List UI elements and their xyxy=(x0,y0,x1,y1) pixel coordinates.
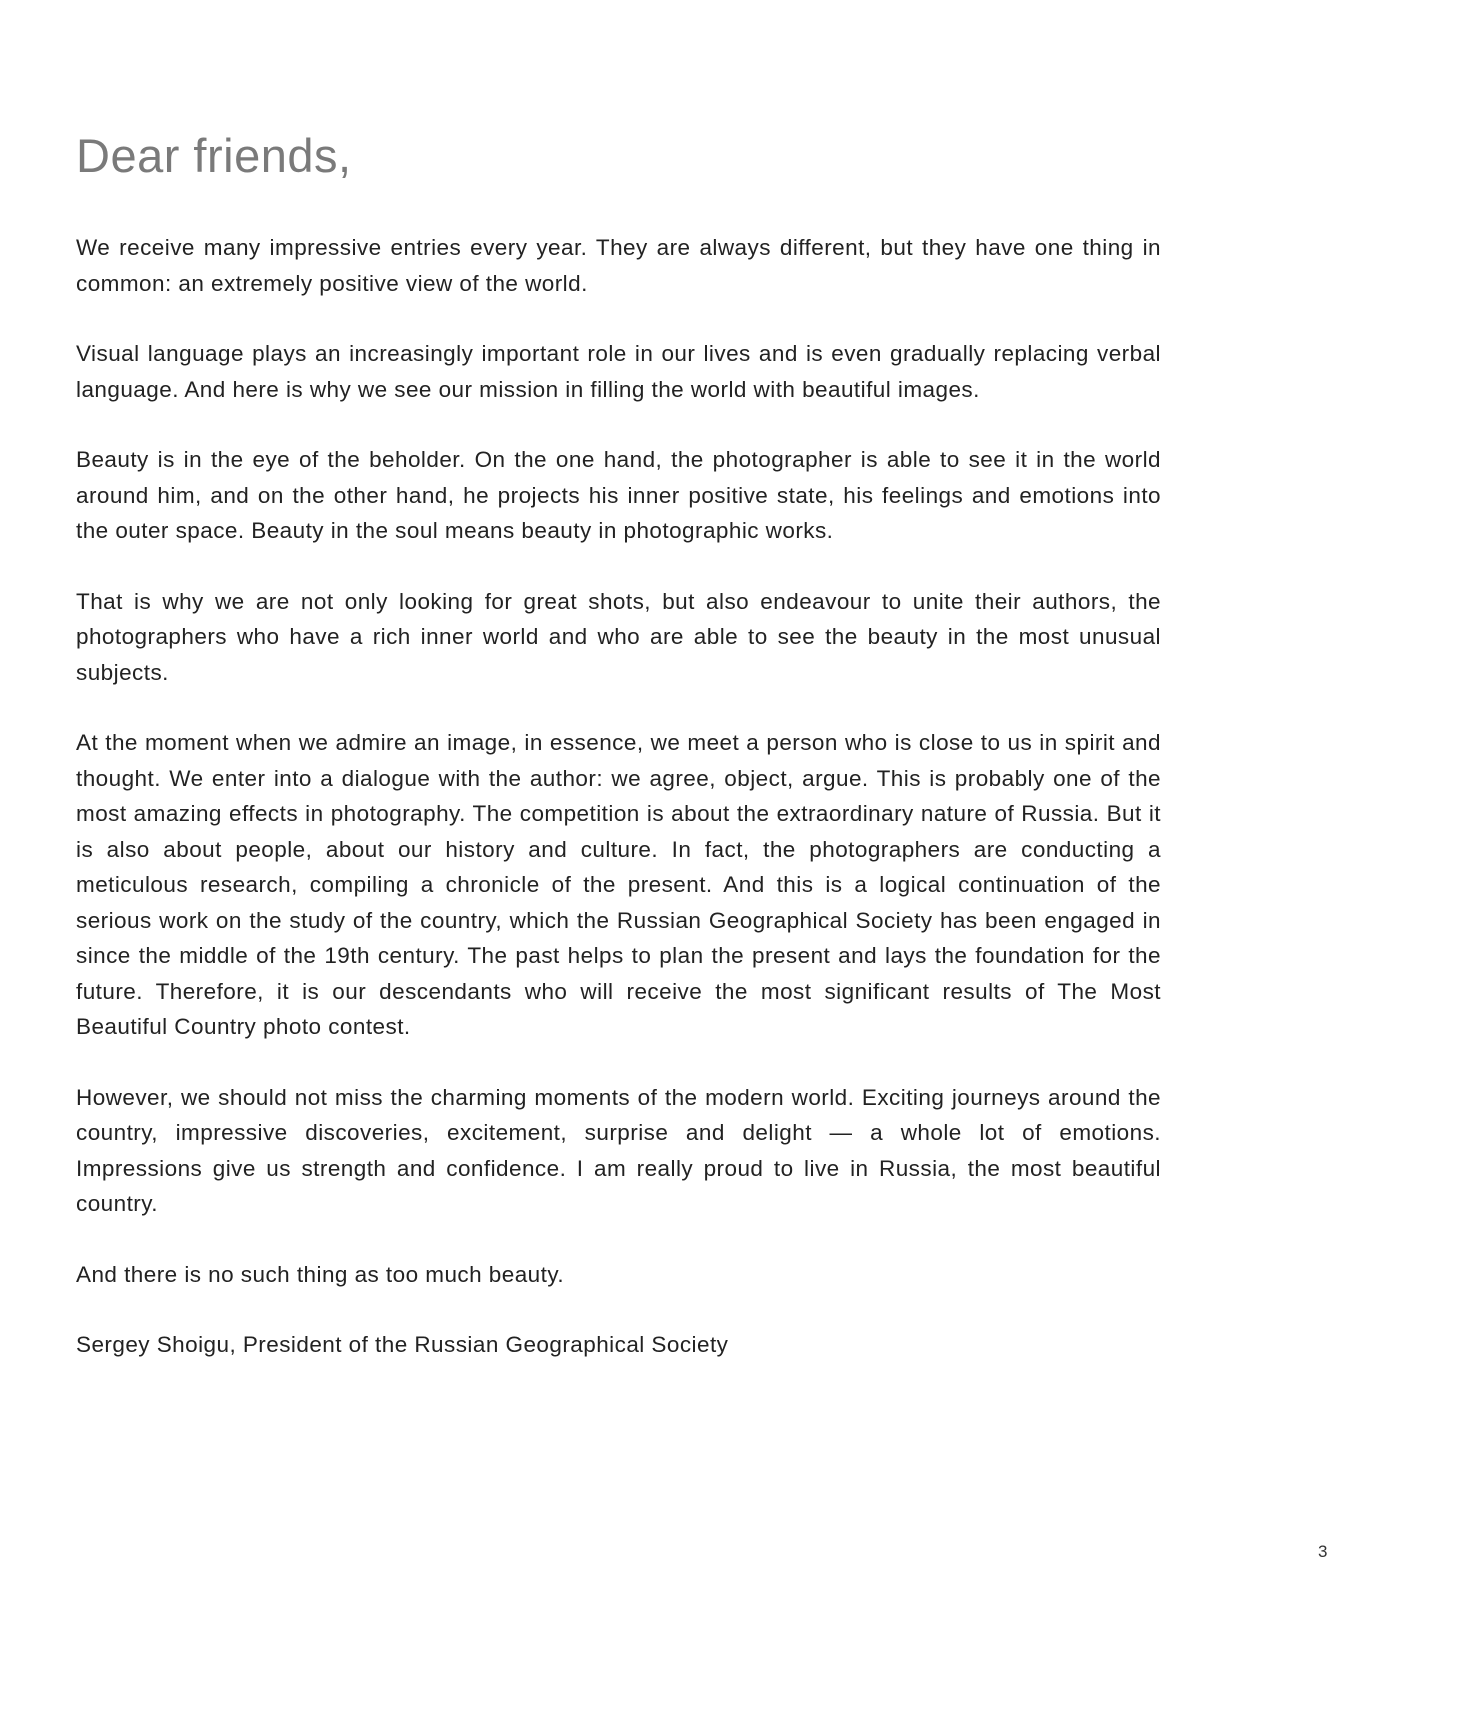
page-number: 3 xyxy=(1318,1542,1328,1561)
letter-signature: Sergey Shoigu, President of the Russian Geographical Society xyxy=(76,1332,729,1357)
letter-paragraph: At the moment when we admire an image, in essence, we meet a person who is close to us in spirit and thought. We enter into a dialogue with the author: we agree, object, argue. This is probably one of the most amazing effects in photography. The competition is about the extraordinary nature of Russia. But it is also about people, about our history and culture. In fact, the photographers are conducting a meticulous research, compiling a chronicle of the present. And this is a logical continuation of the serious work on the study of the country, which the Russian Geographical Society has been engaged in since the middle of the 19th century. The past helps to plan the present and lays the foundation for the future. Therefore, it is our descendants who will receive the most significant results of The Most Beautiful Country photo contest. xyxy=(76,730,1161,1039)
letter-paragraph: That is why we are not only looking for great shots, but also endeavour to unite their authors, the photographers who have a rich inner world and who are able to see the beauty in the most unusual subjects. xyxy=(76,588,1161,685)
letter-greeting: Dear friends, xyxy=(76,129,352,182)
letter-paragraph: Visual language plays an increasingly important role in our lives and is even gradually replacing verbal language. And here is why we see our mission in filling the world with beautiful images. xyxy=(76,341,1161,402)
letter-paragraph: However, we should not miss the charming moments of the modern world. Exciting journeys around the country, impressive discoveries, excitement, surprise and delight — a whole lot of emotions. Impressions give us strength and confidence. I am really proud to live in Russia, the most beautiful country. xyxy=(76,1084,1161,1216)
letter-paragraph: We receive many impressive entries every year. They are always different, but they have one thing in common: an extremely positive view of the world. xyxy=(76,235,1161,296)
letter-body xyxy=(76,230,1161,1398)
letter-paragraph: Beauty is in the eye of the beholder. On the one hand, the photographer is able to see it in the world around him, and on the other hand, he projects his inner positive state, his feelings and emotions into the outer space. Beauty in the soul means beauty in photographic works. xyxy=(76,447,1161,543)
letter-closing-line: And there is no such thing as too much beauty. xyxy=(76,1261,565,1287)
